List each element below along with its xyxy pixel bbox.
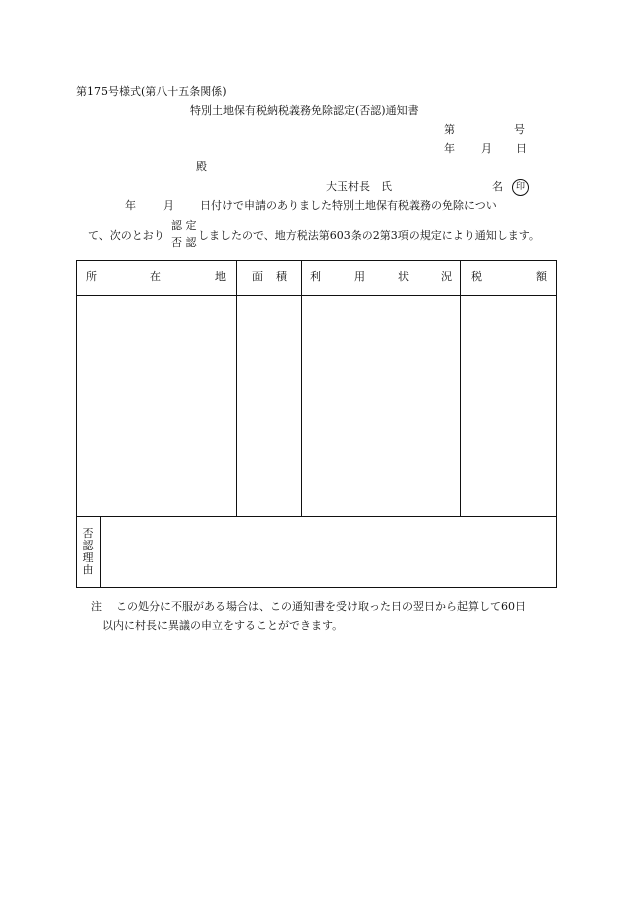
form-number-label: 第175号様式(第八十五条関係) bbox=[76, 85, 227, 98]
header-tax-2: 額 bbox=[536, 270, 547, 283]
date-year-label: 年 bbox=[444, 142, 455, 155]
header-area-2: 積 bbox=[276, 270, 287, 283]
header-usage-4: 況 bbox=[441, 270, 452, 283]
body-line1-text: 日付けで申請のありました特別土地保有税義務の免除につい bbox=[200, 199, 497, 212]
body-line2-prefix: て、次のとおり bbox=[88, 229, 165, 242]
choice-deny: 否 認 bbox=[171, 236, 197, 249]
header-usage-2: 用 bbox=[354, 270, 365, 283]
document-number-suffix: 号 bbox=[514, 123, 525, 136]
body-line2-suffix: しましたので、地方税法第603条の2第3項の規定により通知します。 bbox=[198, 229, 540, 242]
header-area-1: 面 bbox=[252, 270, 263, 283]
denial-reason-label: 否認理由 bbox=[82, 527, 94, 576]
seal-mark: 印 bbox=[512, 179, 529, 196]
header-usage-3: 状 bbox=[398, 270, 409, 283]
note-line-2: 以内に村長に異議の申立をすることができます。 bbox=[102, 619, 344, 632]
issuer-title: 大玉村長 氏 bbox=[326, 180, 392, 193]
date-month-label: 月 bbox=[481, 142, 492, 155]
body-month-label: 月 bbox=[163, 199, 174, 212]
body-year-label: 年 bbox=[125, 199, 136, 212]
header-tax-1: 税 bbox=[471, 270, 482, 283]
choice-approve: 認 定 bbox=[171, 219, 197, 232]
header-usage-1: 利 bbox=[310, 270, 321, 283]
addressee-honorific: 殿 bbox=[196, 160, 207, 173]
header-location-2: 在 bbox=[150, 270, 161, 283]
header-location-3: 地 bbox=[215, 270, 226, 283]
document-title: 特別土地保有税納税義務免除認定(否認)通知書 bbox=[190, 104, 419, 117]
header-location-1: 所 bbox=[86, 270, 97, 283]
issuer-name-label: 名 bbox=[492, 180, 503, 193]
date-day-label: 日 bbox=[516, 142, 527, 155]
note-marker: 注 bbox=[91, 600, 102, 613]
document-number-prefix: 第 bbox=[444, 123, 455, 136]
note-line-1: この処分に不服がある場合は、この通知書を受け取った日の翌日から起算して60日 bbox=[116, 600, 526, 613]
